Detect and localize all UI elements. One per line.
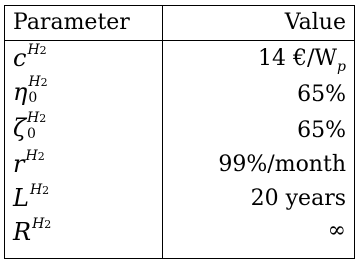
param-L	[13, 184, 49, 212]
header-parameter: Parameter	[13, 10, 130, 35]
value-L: 20 years	[250, 186, 346, 211]
param-superscript: H2	[32, 216, 52, 232]
value-zeta: 65%	[297, 118, 346, 143]
param-zeta	[13, 110, 60, 142]
param-symbol: r	[13, 150, 25, 178]
param-symbol: η	[13, 78, 28, 106]
param-script-stack: H2 0	[28, 74, 48, 106]
param-script-stack: H2 0	[27, 110, 47, 142]
param-r	[13, 150, 45, 178]
column-divider	[162, 6, 163, 258]
value-R: ∞	[327, 218, 346, 243]
param-R	[13, 218, 51, 246]
param-superscript: H2	[25, 148, 45, 164]
header-value: Value	[284, 10, 346, 35]
param-symbol: L	[13, 184, 29, 212]
value-cost: 14 $€/W_p$	[258, 46, 346, 75]
value-eta: 65%	[297, 82, 346, 107]
param-symbol: c	[13, 44, 27, 72]
table-header	[5, 6, 354, 41]
param-superscript: H2	[27, 42, 47, 58]
param-cost	[13, 44, 47, 72]
value-r: 99%/month	[218, 152, 346, 177]
parameter-table	[4, 5, 355, 259]
param-symbol: R	[13, 218, 32, 246]
param-symbol: ζ	[13, 114, 27, 142]
param-eta	[13, 74, 61, 106]
param-superscript: H2	[29, 182, 50, 198]
